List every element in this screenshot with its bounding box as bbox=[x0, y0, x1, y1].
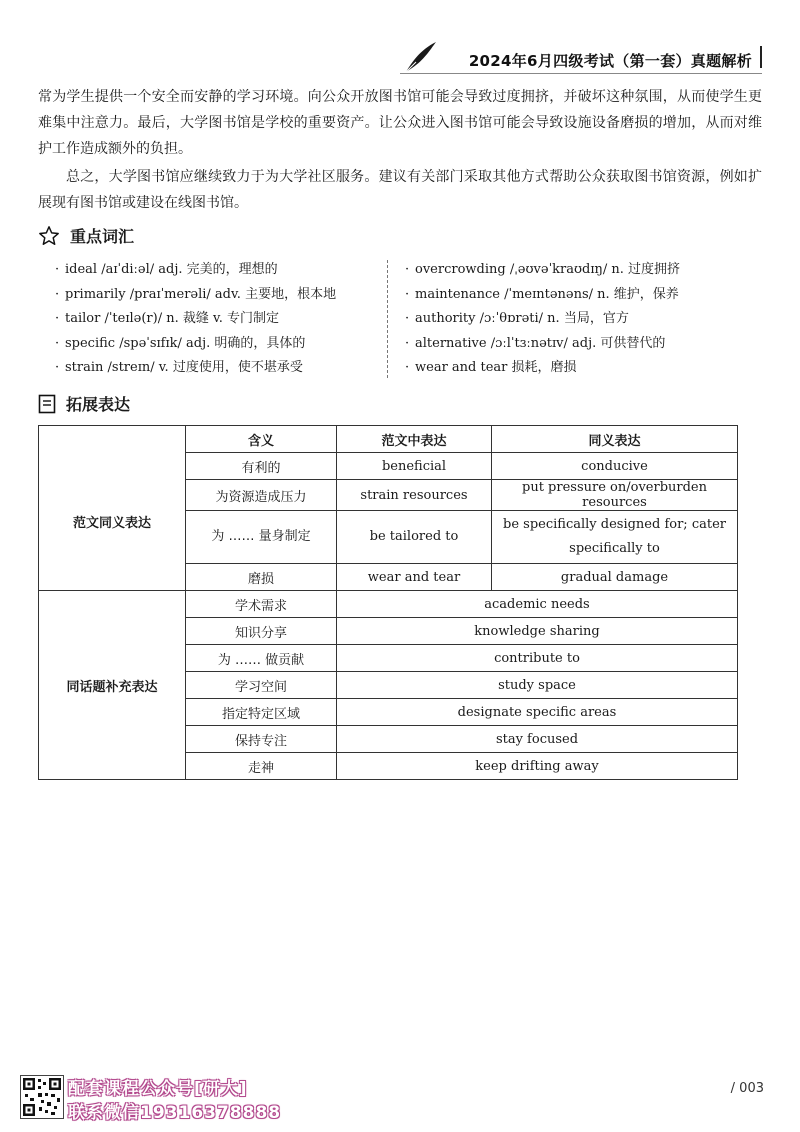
promo-line-2: 联系微信19316378888 bbox=[68, 1103, 282, 1123]
table-cell: 学习空间 bbox=[186, 672, 337, 699]
table-cell: 知识分享 bbox=[186, 618, 337, 645]
table-cell: conducive bbox=[492, 453, 738, 480]
table-cell: contribute to bbox=[337, 645, 738, 672]
table-cell: keep drifting away bbox=[337, 753, 738, 780]
table-cell: strain resources bbox=[337, 480, 492, 511]
expression-table bbox=[38, 425, 738, 780]
vocab-divider bbox=[387, 260, 388, 378]
vocab-item: · tailor /ˈteɪlə(r)/ n. 裁缝 v. 专门制定 bbox=[55, 311, 280, 327]
table-header: 范文中表达 bbox=[337, 426, 492, 453]
group-label: 同话题补充表达 bbox=[39, 591, 186, 780]
page-number: / 003 bbox=[730, 1081, 764, 1096]
promo-line-1: 配套课程公众号[研大] bbox=[68, 1079, 248, 1099]
vocab-section-heading bbox=[38, 224, 134, 247]
vocab-item: · primarily /praɪˈmerəli/ adv. 主要地，根本地 bbox=[55, 286, 337, 302]
paragraph-1 bbox=[38, 84, 762, 162]
table-cell: beneficial bbox=[337, 453, 492, 480]
table-header: 同义表达 bbox=[492, 426, 738, 453]
table-cell: 磨损 bbox=[186, 564, 337, 591]
vocab-item: · alternative /ɔːlˈtɜːnətɪv/ adj. 可供替代的 bbox=[405, 335, 666, 351]
table-header-row bbox=[39, 426, 738, 453]
page-header bbox=[0, 40, 800, 76]
vocab-item: · wear and tear 损耗，磨损 bbox=[405, 360, 577, 376]
table-cell: put pressure on/overburden resources bbox=[492, 480, 738, 511]
vocab-item: · strain /streɪn/ v. 过度使用，使不堪承受 bbox=[55, 360, 303, 376]
table-cell: study space bbox=[337, 672, 738, 699]
table-header: 含义 bbox=[186, 426, 337, 453]
vocab-column-right bbox=[405, 258, 745, 381]
table-row bbox=[39, 591, 738, 618]
expr-section-heading bbox=[38, 392, 130, 415]
table-cell: be specifically designed for; cater specifically to bbox=[492, 511, 738, 564]
table-cell: knowledge sharing bbox=[337, 618, 738, 645]
table-cell: academic needs bbox=[337, 591, 738, 618]
vocab-item: · maintenance /ˈmeɪntənəns/ n. 维护，保养 bbox=[405, 286, 679, 302]
paragraph-2-text: 总之，大学图书馆应继续致力于为大学社区服务。建议有关部门采取其他方式帮助公众获取图书馆资源，例如扩展现有图书馆或建设在线图书馆。 bbox=[38, 169, 762, 211]
table-corner bbox=[39, 426, 186, 453]
table-cell: 指定特定区域 bbox=[186, 699, 337, 726]
vocab-item: · specific /spəˈsɪfɪk/ adj. 明确的，具体的 bbox=[55, 335, 306, 351]
vocab-column-left bbox=[55, 258, 395, 381]
paragraph-1-text: 常为学生提供一个安全而安静的学习环境。向公众开放图书馆可能会导致过度拥挤，并破坏这种氛围，从而使学生更难集中注意力。最后，大学图书馆是学校的重要资产。让公众进入图书馆可能会导致设施设备磨损的增加，从而对维护工作造成额外的负担。 bbox=[38, 89, 762, 157]
table-cell: designate specific areas bbox=[337, 699, 738, 726]
table-cell: 走神 bbox=[186, 753, 337, 780]
table-cell: 为 …… 量身制定 bbox=[186, 511, 337, 564]
vocab-section-title: 重点词汇 bbox=[70, 227, 135, 246]
group-label: 范文同义表达 bbox=[39, 453, 186, 591]
feather-pen-icon bbox=[400, 40, 440, 74]
star-icon bbox=[38, 225, 60, 247]
table-cell: 保持专注 bbox=[186, 726, 337, 753]
table-cell: 有利的 bbox=[186, 453, 337, 480]
table-cell: gradual damage bbox=[492, 564, 738, 591]
table-cell: be tailored to bbox=[337, 511, 492, 564]
header-rule bbox=[400, 73, 762, 74]
table-cell: wear and tear bbox=[337, 564, 492, 591]
expr-section-title: 拓展表达 bbox=[66, 395, 131, 414]
page-header-title: 2024年6月四级考试（第一套）真题解析 bbox=[468, 52, 752, 70]
header-bar bbox=[760, 46, 762, 68]
qr-code-icon bbox=[20, 1075, 64, 1119]
promo-banner bbox=[20, 1071, 320, 1123]
vocab-item: · ideal /aɪˈdiːəl/ adj. 完美的，理想的 bbox=[55, 262, 278, 277]
notebook-icon bbox=[38, 394, 56, 414]
table-cell: stay focused bbox=[337, 726, 738, 753]
vocab-list bbox=[55, 258, 755, 378]
table-cell: 为 …… 做贡献 bbox=[186, 645, 337, 672]
vocab-item: · authority /ɔːˈθɒrəti/ n. 当局，官方 bbox=[405, 311, 629, 327]
vocab-item: · overcrowding /ˌəʊvəˈkraʊdɪŋ/ n. 过度拥挤 bbox=[405, 262, 681, 277]
table-cell: 为资源造成压力 bbox=[186, 480, 337, 511]
table-cell: 学术需求 bbox=[186, 591, 337, 618]
paragraph-2 bbox=[38, 164, 762, 216]
table-row bbox=[39, 453, 738, 480]
